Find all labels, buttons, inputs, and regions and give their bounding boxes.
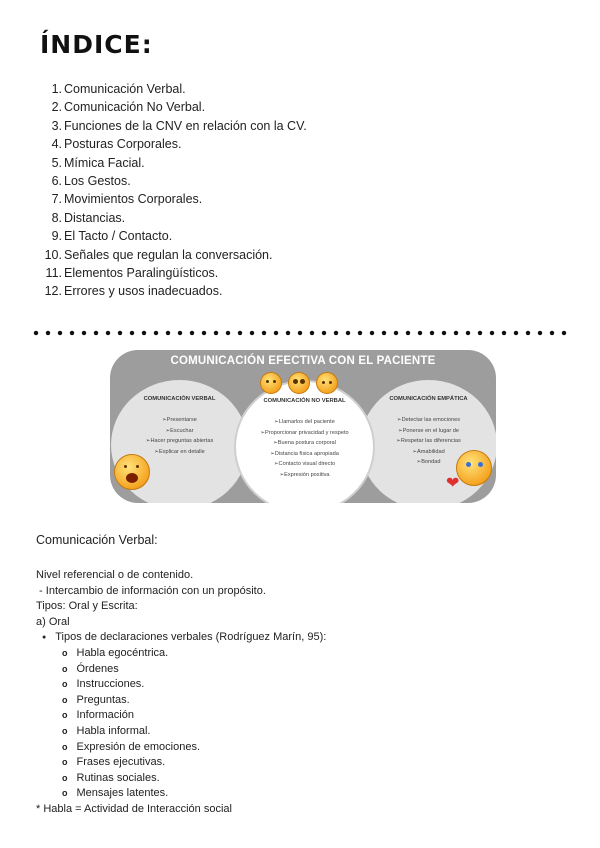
toc-item bbox=[40, 209, 307, 227]
table-of-contents bbox=[40, 80, 307, 301]
shy-emoji-icon bbox=[260, 372, 282, 394]
toc-item bbox=[40, 190, 307, 208]
diagram-item: ➢ Explicar en detalle bbox=[111, 447, 248, 458]
bullet-item: ● Tipos de declaraciones verbales (Rodríguez Marín, 95): bbox=[36, 630, 326, 646]
diagram-item: ➢ Ponerse en el lugar de bbox=[360, 426, 496, 437]
nonverbal-items bbox=[236, 417, 373, 480]
diagram-item: ➢ Amabilidad bbox=[360, 447, 496, 458]
communication-diagram bbox=[110, 350, 496, 503]
diagram-item: ➢ Distancia física apropiada bbox=[236, 449, 373, 460]
toc-label: Comunicación No Verbal. bbox=[64, 100, 206, 115]
toc-number: 2. bbox=[51, 100, 62, 115]
text-line: Tipos: Oral y Escrita: bbox=[36, 600, 138, 613]
surprised-emoji-icon bbox=[288, 372, 310, 394]
toc-label: Mímica Facial. bbox=[64, 155, 145, 170]
page-title: ÍNDICE: bbox=[40, 30, 153, 59]
toc-label: Funciones de la CNV en relación con la CV. bbox=[64, 118, 307, 133]
sub-list-item: o Habla informal. bbox=[36, 724, 326, 740]
sub-list-item: o Mensajes latentes. bbox=[36, 786, 326, 802]
sub-list-item: o Órdenes bbox=[36, 662, 326, 678]
sub-list-item: o Habla egocéntrica. bbox=[36, 646, 326, 662]
toc-item bbox=[40, 172, 307, 190]
sub-list-item: o Preguntas. bbox=[36, 693, 326, 709]
toc-label: Movimientos Corporales. bbox=[64, 192, 203, 207]
sub-list-item: o Rutinas sociales. bbox=[36, 771, 326, 787]
text-line: a) Oral bbox=[36, 615, 70, 628]
toc-label: El Tacto / Contacto. bbox=[64, 229, 173, 244]
diagram-item: ➢ Bondad bbox=[360, 457, 496, 468]
sub-list bbox=[36, 646, 326, 802]
toc-item bbox=[40, 80, 307, 98]
diagram-item: ➢ Detectar las emociones bbox=[360, 415, 496, 426]
toc-number: 1. bbox=[51, 82, 62, 96]
dotted-divider bbox=[30, 330, 572, 336]
section-body bbox=[36, 568, 326, 818]
toc-number: 9. bbox=[51, 229, 62, 244]
shouting-emoji-icon bbox=[114, 454, 150, 490]
toc-item bbox=[40, 154, 307, 172]
verbal-heading: COMUNICACIÓN VERBAL bbox=[143, 396, 216, 402]
toc-number: 12. bbox=[44, 284, 62, 299]
toc-item bbox=[40, 246, 307, 264]
sub-list-item: o Información bbox=[36, 708, 326, 724]
toc-item bbox=[40, 227, 307, 245]
nonverbal-circle bbox=[234, 380, 375, 503]
toc-number: 11. bbox=[45, 266, 62, 281]
nonverbal-heading: COMUNICACIÓN NO VERBAL bbox=[263, 398, 346, 404]
footnote: * Habla = Actividad de Interacción social bbox=[36, 802, 232, 815]
sub-list-item: o Instrucciones. bbox=[36, 677, 326, 693]
diagram-item: ➢ Escuchar bbox=[111, 426, 248, 437]
toc-item bbox=[40, 117, 307, 135]
toc-item bbox=[40, 135, 307, 153]
diagram-item: ➢ Proporcionar privacidad y respeto bbox=[236, 428, 373, 439]
toc-number: 10. bbox=[44, 247, 62, 262]
diagram-item: ➢ Hacer preguntas abiertas bbox=[111, 436, 248, 447]
toc-label: Errores y usos inadecuados. bbox=[64, 284, 223, 299]
toc-label: Distancias. bbox=[64, 210, 126, 225]
diagram-item: ➢ Respetar las diferencias bbox=[360, 436, 496, 447]
heart-icon: ❤ bbox=[446, 475, 460, 492]
sub-list-item: o Frases ejecutivas. bbox=[36, 755, 326, 771]
text-line: Nivel referencial o de contenido. bbox=[36, 569, 194, 581]
diagram-item: ➢ Presentarse bbox=[111, 415, 248, 426]
section-title: Comunicación Verbal: bbox=[36, 533, 158, 547]
text-line: - Intercambio de información con un propósito. bbox=[36, 584, 266, 597]
toc-item bbox=[40, 98, 307, 116]
verbal-items bbox=[111, 415, 248, 457]
toc-label: Los Gestos. bbox=[64, 174, 131, 189]
toc-number: 4. bbox=[51, 137, 62, 152]
toc-number: 6. bbox=[51, 174, 62, 189]
winking-emoji-icon bbox=[456, 450, 492, 486]
toc-label: Comunicación Verbal. bbox=[64, 82, 186, 96]
diagram-item: ➢ Contacto visual directo bbox=[236, 459, 373, 470]
empathic-heading: COMUNICACIÓN EMPÁTICA bbox=[389, 396, 468, 402]
toc-label: Señales que regulan la conversación. bbox=[64, 247, 273, 262]
toc-label: Posturas Corporales. bbox=[64, 137, 182, 152]
sad-emoji-icon bbox=[316, 372, 338, 394]
diagram-title: COMUNICACIÓN EFECTIVA CON EL PACIENTE bbox=[170, 355, 436, 367]
toc-number: 5. bbox=[51, 155, 62, 170]
toc-number: 3. bbox=[51, 118, 62, 133]
toc-item bbox=[40, 282, 307, 300]
toc-number: 8. bbox=[51, 210, 62, 225]
sub-list-item: o Expresión de emociones. bbox=[36, 740, 326, 756]
diagram-item: ➢ Buena postura corporal bbox=[236, 438, 373, 449]
toc-number: 7. bbox=[51, 192, 62, 207]
diagram-item: ➢ Llamarlos del paciente bbox=[236, 417, 373, 428]
diagram-item: ➢ Expresión positiva bbox=[236, 470, 373, 481]
toc-item bbox=[40, 264, 307, 282]
toc-label: Elementos Paralingüísticos. bbox=[64, 266, 219, 281]
